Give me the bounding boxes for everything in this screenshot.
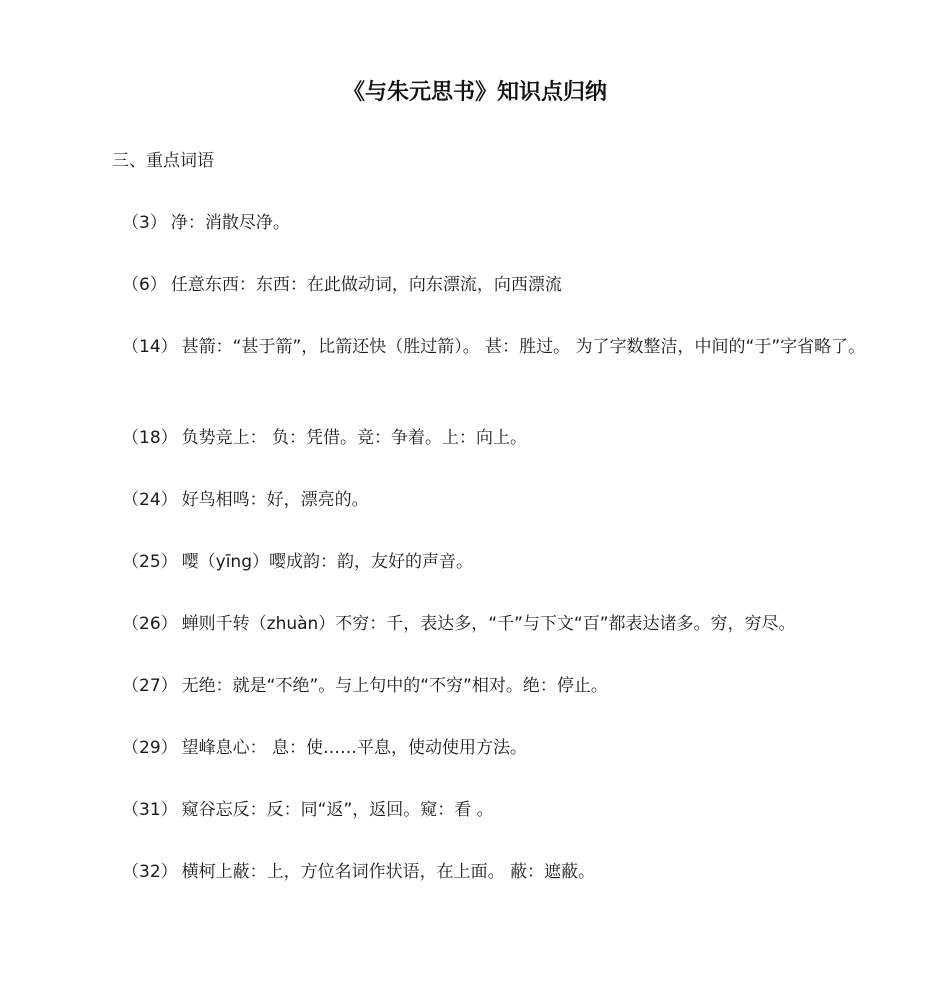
vocab-item bbox=[78, 609, 878, 639]
item-number: （27） bbox=[122, 676, 178, 696]
item-number: （29） bbox=[122, 738, 178, 758]
item-number: （25） bbox=[122, 552, 178, 572]
item-text: 无绝：就是“不绝”。与上句中的“不穷”相对。绝：停止。 bbox=[181, 676, 608, 696]
item-number: （26） bbox=[122, 614, 178, 634]
vocab-item bbox=[78, 270, 878, 300]
item-number: （32） bbox=[122, 862, 178, 882]
item-number: （14） bbox=[122, 337, 178, 357]
vocab-item bbox=[78, 671, 878, 701]
vocab-item bbox=[78, 733, 878, 763]
vocab-item bbox=[78, 485, 878, 515]
vocab-item bbox=[78, 547, 878, 577]
section-heading: 三、重点词语 bbox=[112, 151, 214, 171]
item-number: （3） bbox=[122, 213, 167, 233]
item-text: 甚箭：“甚于箭”，比箭还快（胜过箭）。 甚：胜过。 为了字数整洁，中间的“于”字省略了。 bbox=[181, 337, 866, 357]
item-text: 任意东西：东西：在此做动词，向东漂流，向西漂流 bbox=[170, 275, 562, 295]
vocab-item bbox=[78, 857, 878, 887]
item-text: 负势竞上： 负：凭借。竞：争着。上：向上。 bbox=[181, 428, 528, 448]
item-text: 蝉则千转（zhuàn）不穷：千，表达多，“千”与下文“百”都表达诸多。穷，穷尽。 bbox=[181, 614, 796, 634]
item-number: （18） bbox=[122, 428, 178, 448]
item-text: 窥谷忘反：反：同“返”，返回。窥：看 。 bbox=[181, 800, 494, 820]
vocab-item bbox=[78, 208, 878, 238]
vocab-item bbox=[78, 423, 878, 453]
vocab-item bbox=[78, 795, 878, 825]
item-number: （24） bbox=[122, 490, 178, 510]
item-text: 净：消散尽净。 bbox=[170, 213, 290, 233]
item-text: 望峰息心： 息：使……平息，使动使用方法。 bbox=[181, 738, 528, 758]
item-number: （31） bbox=[122, 800, 178, 820]
document-title: 《与朱元思书》知识点归纳 bbox=[342, 80, 607, 105]
vocab-item bbox=[78, 332, 878, 362]
item-text: 嘤（yīng）嘤成韵：韵，友好的声音。 bbox=[181, 552, 473, 572]
item-text: 好鸟相鸣：好，漂亮的。 bbox=[181, 490, 369, 510]
item-text: 横柯上蔽：上，方位名词作状语，在上面。 蔽：遮蔽。 bbox=[181, 862, 596, 882]
item-number: （6） bbox=[122, 275, 167, 295]
